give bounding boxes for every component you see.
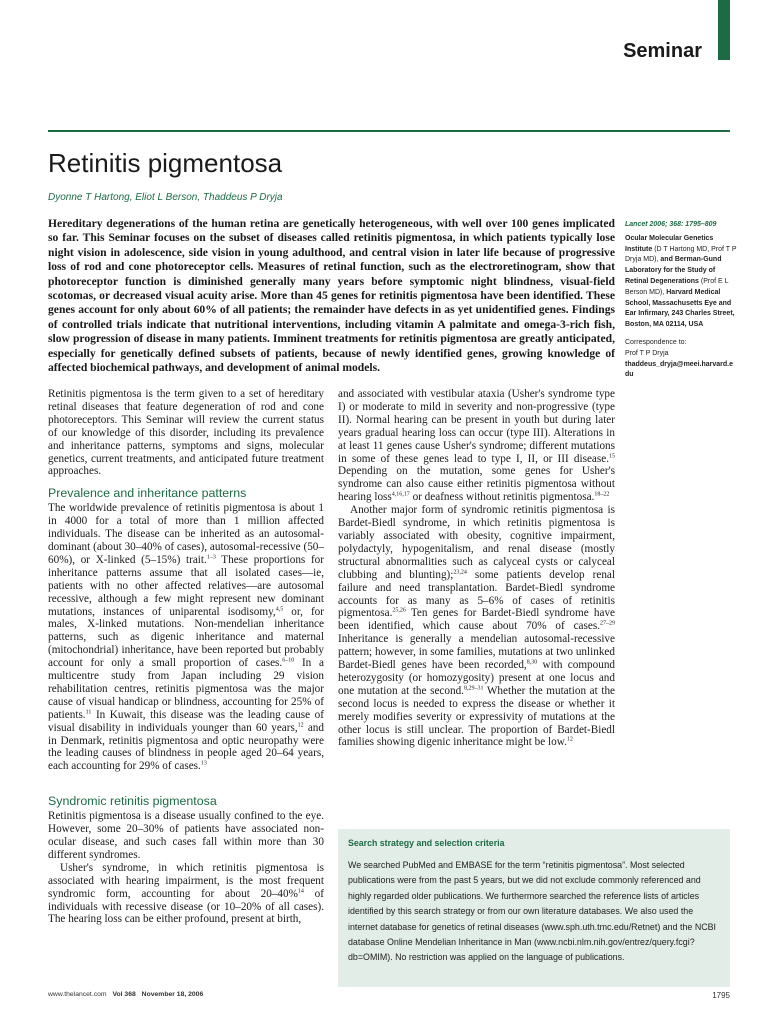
citation-sup: 18–22 xyxy=(594,491,610,498)
heading-syndromic: Syndromic retinitis pigmentosa xyxy=(48,794,217,809)
heading-prevalence: Prevalence and inheritance patterns xyxy=(48,486,247,501)
section-marker-bar xyxy=(718,0,730,60)
footer-site[interactable]: www.thelancet.com xyxy=(48,991,107,998)
usher-paragraph xyxy=(338,388,615,504)
text: or deafness without retinitis pigmentosa. xyxy=(409,491,595,504)
affiliations xyxy=(625,234,737,331)
citation-sup: 13 xyxy=(200,760,207,767)
citation-sup: 4,5 xyxy=(275,605,284,612)
text: Inheritance is generally a mendelian autosomal-recessive pattern; however, in some families, mutations at two unlinked Bardet-Biedl genes have been recorded, xyxy=(338,633,615,672)
citation: Lancet 2006; 368: 1795–809 xyxy=(625,221,717,228)
citation-sup: 8,30 xyxy=(526,659,538,666)
affiliation-2-people: (Prof E L Berson MD), xyxy=(625,277,729,296)
citation-sup: 11 xyxy=(85,709,92,716)
affiliation-1-people: (D T Hartong MD, Prof T P Dryja MD), xyxy=(625,245,737,264)
citation-sup: 25,26 xyxy=(392,607,406,614)
section-label: Seminar xyxy=(623,40,702,62)
header-rule xyxy=(48,130,730,132)
affiliation-2-name: Berman-Gund Laboratory for the Study of Retinal Degenerations xyxy=(625,256,722,285)
correspondence-email[interactable]: thaddeus_dryja@meei.harvard.edu xyxy=(625,360,733,379)
citation-sup: 23,24 xyxy=(453,568,467,575)
text: of individuals with recessive disease (or 10–20% of all cases). The hearing loss can be either profound, present at birth, xyxy=(48,887,324,926)
article-sidebar xyxy=(625,220,737,388)
text: The worldwide prevalence of retinitis pigmentosa is about 1 in 4000 for a total of more than 1 million affected individuals. The disease can be inherited as an autosomal-dominant (about 30–40% of cases), autosomal-recessive (50–60%), or X-linked (5–15%) trait. xyxy=(48,502,324,566)
search-strategy-text: We searched PubMed and EMBASE for the term “retinitis pigmentosa”. Most selected publications were from the past 5 years, but we did not exclude commonly referenced and highly regarded older publications. We furthermore searched the reference lists of articles identified by this search strategy or from our own literature databases. We also used the internet database for genetics of retinal diseases (www.sph.uth.tmc.edu/Retnet) and the NCBI database Online Mendelian Inheritance in Man (www.ncbi.nlm.nih.gov/entrez/query.fcgi?db=OMIM). No restriction was applied on the language of publications. xyxy=(348,860,717,963)
citation-sup: 4,16,17 xyxy=(391,491,410,498)
syndromic-paragraph-1: Retinitis pigmentosa is a disease usually confined to the eye. However, some 20–30% of patients have associated non-ocular disease, and such cases fall within more than 30 different syndromes. xyxy=(48,810,324,861)
search-strategy-box xyxy=(338,829,730,987)
citation-sup: 27–29 xyxy=(600,620,615,627)
affiliation-1-and: and xyxy=(660,256,673,264)
correspondence xyxy=(625,338,737,381)
citation-sup: 15 xyxy=(609,452,615,459)
footer-left xyxy=(48,991,203,998)
citation-sup: 6–10 xyxy=(282,657,295,664)
text: and in Denmark, retinitis pigmentosa and optic neuropathy were the leading causes of blindness in people aged 20–64 years, each accounting for 29% of cases. xyxy=(48,721,324,773)
page-number: 1795 xyxy=(712,991,730,1000)
footer-volume: Vol 368 xyxy=(112,991,136,998)
bardet-biedl-paragraph xyxy=(338,504,615,749)
search-strategy-title: Search strategy and selection criteria xyxy=(348,838,505,848)
citation-sup: 14 xyxy=(297,887,304,894)
body-column-left xyxy=(48,388,324,926)
text: Ten genes for Bardet-Biedl syndrome have been identified, which cause about 70% of cases. xyxy=(338,607,615,633)
citation-sup: 8,29–31 xyxy=(463,685,484,692)
text: some patients develop renal failure and need transplantation. Bardet-Biedl syndrome accounts for as many as 5–6% of cases of retinitis pigmentosa. xyxy=(338,568,615,620)
citation-sup: 12 xyxy=(566,736,573,743)
article-authors: Dyonne T Hartong, Eliot L Berson, Thaddeus P Dryja xyxy=(48,192,283,203)
text: Another major form of syndromic retinitis pigmentosa is Bardet-Biedl syndrome, in which retinitis pigmentosa is variably associated with obesity, cognitive impairment, polydactyly, hypogenitalism, and renal disease (mostly structural abnormalities such as calyceal cysts or calyceal clubbing and blunting); xyxy=(338,504,615,581)
text: In Kuwait, this disease was the leading cause of visual disability in individuals younger than 60 years, xyxy=(48,708,324,734)
affiliation-2-address: Harvard Medical School, Massachusetts Eye and Ear Infirmary, 243 Charles Street, Boston, MA 02114, USA xyxy=(625,288,735,329)
body-column-right xyxy=(338,388,615,749)
text: or, for males, X-linked mutations. Non-mendelian inheritance patterns, such as digenic inheritance and maternal (mitochondrial) inheritance, have been reported but probably account for only a small proportion of cases. xyxy=(48,605,324,670)
text: with compound heterozygosity (or homozygosity) present at one locus and one mutation at the second. xyxy=(338,659,616,697)
text: Depending on the mutation, some genes for Usher's syndrome can also cause either retinitis pigmentosa without hearing loss xyxy=(338,465,615,504)
syndromic-paragraph-2 xyxy=(48,862,324,927)
text: In a multicentre study from Japan including 29 vision rehabilitation centres, retinitis pigmentosa was the major cause of visual handicap or blindness, accounting for 25% of patients. xyxy=(48,657,324,721)
affiliation-1-name: Ocular Molecular Genetics Institute xyxy=(625,234,714,253)
text: Whether the mutation at the second locus is needed to express the disease or whether it merely modifies severity or expressivity of mutations at the other locus is still unclear. The proportion of Bardet-Biedl families showing digenic inheritance might be low. xyxy=(338,684,615,749)
citation-sup: 12 xyxy=(297,721,304,728)
prevalence-paragraph xyxy=(48,502,324,773)
footer-date: November 18, 2006 xyxy=(141,991,204,998)
text: and associated with vestibular ataxia (Usher's syndrome type I) or moderate to mild in severity and non-progressive (type II). Normal hearing can be present in youth but during later years gradual hearing loss can occur (type III). Alterations in at least 11 genes cause Usher's syndrome; different mutations in some of these genes lead to type I, II, or III disease. xyxy=(338,388,615,465)
text: These proportions for inheritance patterns assume that all isolated cases—ie, patients with no other affected relatives—are autosomal recessive, although a few might represent new dominant mutations, instances of uniparental isodisomy, xyxy=(48,553,325,618)
text: Usher's syndrome, in which retinitis pigmentosa is associated with hearing impairment, is the most frequent syndromic form, accounting for about 20–40% xyxy=(48,861,324,900)
article-title: Retinitis pigmentosa xyxy=(48,148,283,178)
correspondence-label: Correspondence to: xyxy=(625,338,687,346)
correspondence-name: Prof T P Dryja xyxy=(625,349,669,357)
citation-sup: 1–3 xyxy=(206,554,216,561)
intro-paragraph: Retinitis pigmentosa is the term given to a set of hereditary retinal diseases that feature degeneration of rod and cone photoreceptors. This Seminar will review the current status of our knowledge of this disorder, including its prevalence and inheritance patterns, symptoms and signs, molecular genetics, current treatments, and anticipated future treatment approaches. xyxy=(48,388,324,478)
article-abstract: Hereditary degenerations of the human retina are genetically heterogeneous, with well over 100 genes implicated so far. This Seminar focuses on the subset of diseases called retinitis pigmentosa, in which patients typically lose night vision in adolescence, side vision in young adulthood, and central vision in later life because of progressive loss of rod and cone photoreceptor cells. Measures of retinal function, such as the electroretinogram, show that photoreceptor function is diminished generally many years before symptomic night blindness, visual-field scotomas, or decreased visual acuity arise. More than 45 genes for retinitis pigmentosa have been identified. These genes account for only about 60% of all patients; the remainder have defects in as yet unidentified genes. Findings of controlled trials indicate that nutritional interventions, including vitamin A palmitate and omega-3-rich fish, slow progression of disease in many patients. Imminent treatments for retinitis pigmentosa are greatly anticipated, especially for genetically defined subsets of patients, because of newly identified genes, growing knowledge of affected biochemical pathways, and development of animal models. xyxy=(48,217,615,375)
